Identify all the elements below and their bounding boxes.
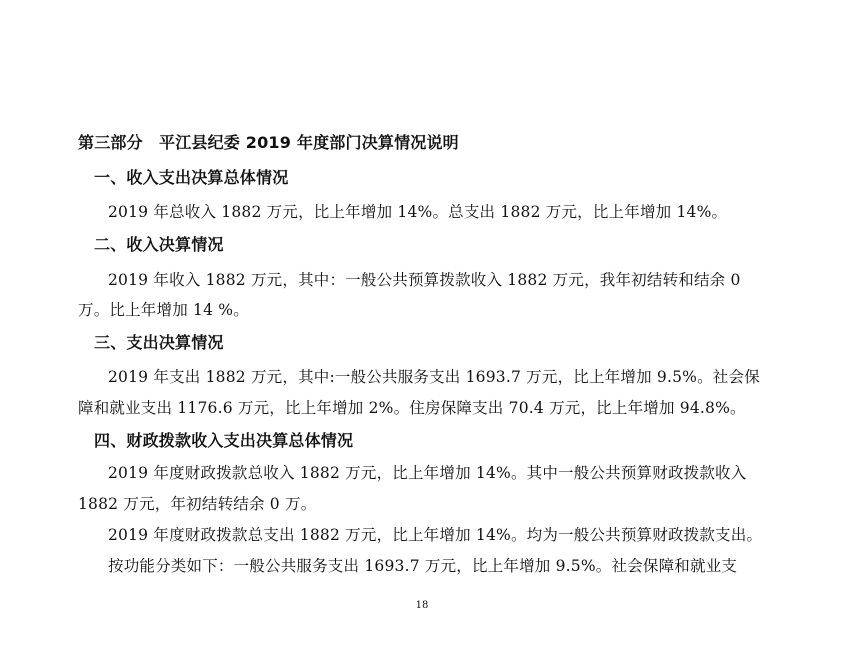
section-heading-income-details: 二、收入决算情况 xyxy=(94,235,224,254)
fiscal-expenditure-paragraph-line-1: 2019 年度财政拨款总支出 1882 万元，比上年增加 14%。均为一般公共预算财政拨款支出。 xyxy=(108,526,763,544)
expenditure-paragraph-line-1: 2019 年支出 1882 万元，其中:一般公共服务支出 1693.7 万元，比上年增加 9.5%。社会保 xyxy=(108,368,760,386)
section-heading-fiscal-allocation-overview: 四、财政拨款收入支出决算总体情况 xyxy=(94,431,354,450)
functional-classification-paragraph-line-1: 按功能分类如下：一般公共服务支出 1693.7 万元，比上年增加 9.5%。社会保障和就业支 xyxy=(108,557,738,575)
fiscal-income-paragraph-line-2: 1882 万元，年初结转结余 0 万。 xyxy=(78,495,317,513)
section-heading-expenditure-details: 三、支出决算情况 xyxy=(94,333,224,352)
fiscal-income-paragraph-line-1: 2019 年度财政拨款总收入 1882 万元，比上年增加 14%。其中一般公共预算财政拨款收入 xyxy=(108,464,747,482)
overview-paragraph-line-1: 2019 年总收入 1882 万元，比上年增加 14%。总支出 1882 万元，比上年增加 14%。 xyxy=(108,203,728,221)
page-number: 18 xyxy=(415,600,429,611)
section-heading-income-expenditure-overview: 一、收入支出决算总体情况 xyxy=(94,168,289,187)
income-paragraph-line-2: 万。比上年增加 14 %。 xyxy=(78,301,249,319)
page-title: 第三部分 平江县纪委 2019 年度部门决算情况说明 xyxy=(78,133,459,152)
expenditure-paragraph-line-2: 障和就业支出 1176.6 万元，比上年增加 2%。住房保障支出 70.4 万元，比上年增加 94.8%。 xyxy=(78,399,746,417)
income-paragraph-line-1: 2019 年收入 1882 万元，其中：一般公共预算拨款收入 1882 万元，我年初结转和结余 0 xyxy=(108,271,741,289)
